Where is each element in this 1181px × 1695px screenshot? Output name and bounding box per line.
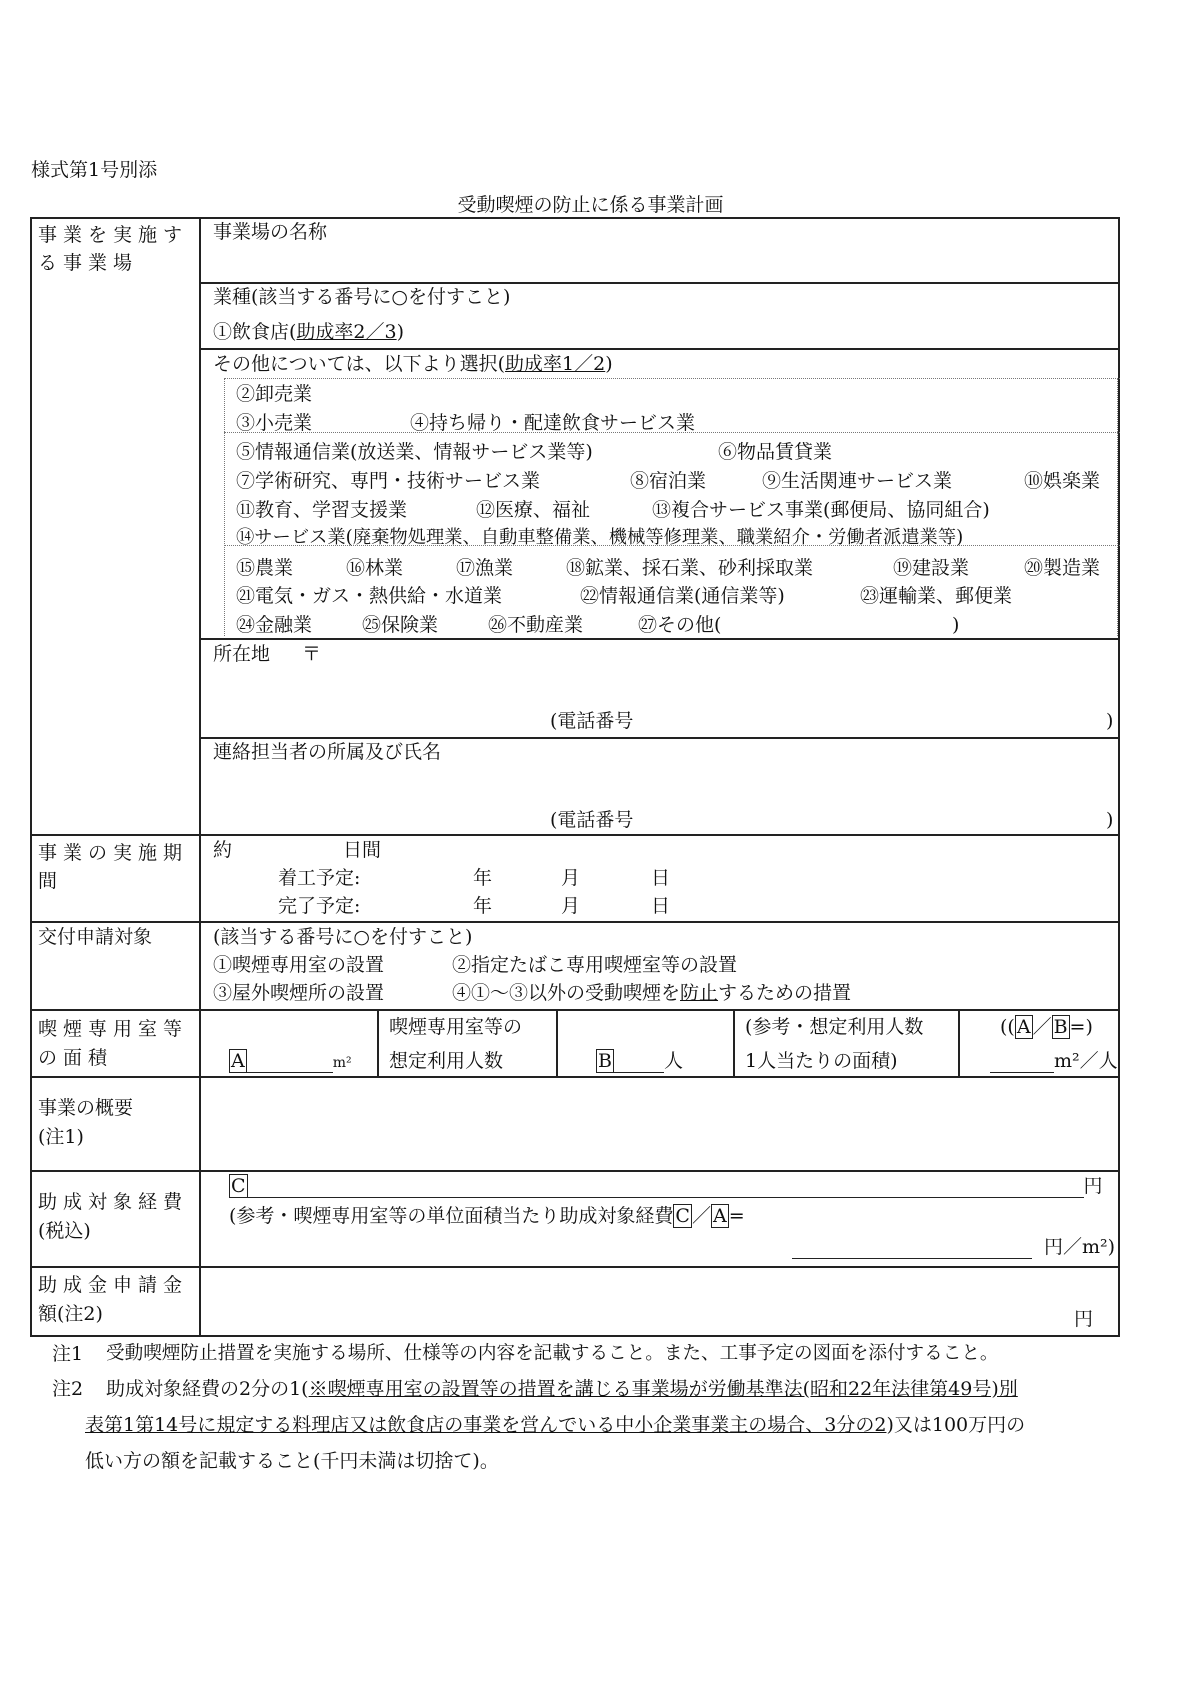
overview-label-2: (注1)	[38, 1126, 84, 1148]
note-1-label: 注1	[52, 1343, 84, 1365]
eligible-cost-label-2: (税込)	[38, 1220, 91, 1242]
end-year: 年	[473, 895, 493, 917]
note-2-label: 注2	[52, 1378, 84, 1400]
expected-users-label-1: 喫煙専用室等の	[389, 1016, 523, 1038]
note-2-line-1: 助成対象経費の2分の1(※喫煙専用室の設置等の措置を講じる事業場が労働基準法(昭和22年法律第49号)別	[106, 1378, 1018, 1400]
industry-item: ⑬複合サービス事業(郵便局、協同組合)	[652, 499, 990, 521]
area-per-person-formula: (( A ／ B =)	[1000, 1016, 1093, 1038]
location-phone-close: )	[1106, 710, 1114, 732]
industry-item: ⑦学術研究、専門・技術サービス業	[236, 470, 541, 492]
overview-label-1: 事業の概要	[38, 1097, 134, 1119]
reference-label-1: (参考・想定利用人数	[745, 1016, 924, 1038]
end-month: 月	[561, 895, 581, 917]
industry-item: ㉕保険業	[362, 614, 439, 636]
industry-item: ㉔金融業	[236, 614, 313, 636]
target-option-4: ④①～③以外の受動喫煙を防止するための措置	[452, 982, 852, 1004]
location-phone-label: (電話番号	[550, 710, 634, 732]
postal-mark: 〒	[302, 643, 322, 665]
industry-item: ⑯林業	[346, 557, 404, 579]
industry-item: ⑱鉱業、採石業、砂利採取業	[566, 557, 814, 579]
industry-item: ⑨生活関連サービス業	[762, 470, 953, 492]
expected-users-label-2: 想定利用人数	[389, 1050, 504, 1072]
period-section-label: 事業の実施期間	[38, 842, 189, 892]
industry-item: ㉑電気・ガス・熱供給・水道業	[236, 585, 503, 607]
restaurant-option: ①飲食店(助成率2／3)	[213, 321, 405, 343]
application-instruction: (該当する番号に○を付すこと)	[213, 926, 473, 948]
industry-item: ⑮農業	[236, 557, 294, 579]
target-option-1: ①喫煙専用室の設置	[213, 954, 385, 976]
note-1-text: 受動喫煙防止措置を実施する場所、仕様等の内容を記載すること。また、工事予定の図面を添付すること。	[106, 1343, 999, 1364]
start-date-label: 着工予定:	[278, 867, 361, 889]
target-option-2: ②指定たばこ専用喫煙室等の設置	[452, 954, 738, 976]
workplace-section-label: 事業を実施する事業場	[38, 224, 189, 274]
area-per-person-field: m²／人	[990, 1050, 1118, 1073]
document-title: 受動喫煙の防止に係る事業計画	[457, 194, 724, 216]
industry-item: ⑫医療、福祉	[476, 499, 591, 521]
industry-item: ㉗その他(	[638, 614, 722, 636]
other-industries-label: その他については、以下より選択(助成率1／2)	[213, 353, 613, 375]
application-target-label: 交付申請対象	[38, 926, 153, 948]
unit-cost-field: 円／m²)	[792, 1236, 1115, 1259]
industry-item: ⑰漁業	[456, 557, 514, 579]
cost-c-field: C 円	[231, 1175, 1103, 1197]
industry-item: ⑳製造業	[1024, 557, 1101, 579]
grant-amount-label-2: 額(注2)	[38, 1303, 103, 1325]
industry-item: ⑪教育、学習支援業	[236, 499, 408, 521]
industry-item: ③小売業	[236, 412, 313, 434]
industry-item: ⑭サービス業(廃棄物処理業、自動車整備業、機械等修理業、職業紹介・労働者派遣業等)	[236, 527, 964, 548]
industry-item: ⑧宿泊業	[630, 470, 707, 492]
industry-item: ㉒情報通信業(通信業等)	[580, 585, 785, 607]
industry-item: ②卸売業	[236, 383, 313, 405]
end-day: 日	[651, 895, 671, 917]
users-b-field: B 人	[598, 1050, 683, 1072]
contact-phone-close: )	[1106, 809, 1114, 831]
period-days: 日間	[343, 839, 382, 861]
grant-amount-label-1: 助成金申請金	[38, 1274, 189, 1296]
note-2-line-3: 低い方の額を記載すること(千円未満は切捨て)。	[85, 1450, 499, 1472]
form-id: 様式第1号別添	[31, 159, 158, 181]
industry-item: ⑲建設業	[893, 557, 970, 579]
start-year: 年	[473, 867, 493, 889]
industry-item: ㉖不動産業	[488, 614, 584, 636]
note-2-line-2: 表第1第14号に規定する料理店又は飲食店の事業を営んでいる中小企業事業主の場合、3分の2)又は100万円の	[85, 1414, 1026, 1436]
eligible-cost-label-1: 助成対象経費	[38, 1191, 189, 1213]
industry-item: ⑩娯楽業	[1024, 470, 1101, 492]
industry-item: ⑤情報通信業(放送業、情報サービス業等)	[236, 441, 593, 463]
target-option-3: ③屋外喫煙所の設置	[213, 982, 385, 1004]
unit-cost-reference: (参考・喫煙専用室等の単位面積当たり助成対象経費 C ／ A =	[229, 1205, 745, 1227]
area-a-field: A m²	[231, 1050, 352, 1072]
industry-item: ㉓運輸業、郵便業	[860, 585, 1013, 607]
contact-phone-label: (電話番号	[550, 809, 634, 831]
reference-label-2: 1人当たりの面積)	[745, 1050, 898, 1072]
industry-item: ⑥物品賃貸業	[718, 441, 833, 463]
end-date-label: 完了予定:	[278, 895, 361, 917]
start-day: 日	[651, 867, 671, 889]
industry-item: )	[952, 614, 960, 636]
grant-amount-yen: 円	[1074, 1308, 1094, 1330]
start-month: 月	[561, 867, 581, 889]
industry-item: ④持ち帰り・配達飲食サービス業	[410, 412, 696, 434]
area-section-label: 喫煙専用室等の面積	[38, 1018, 189, 1069]
industry-label: 業種(該当する番号に○を付すこと)	[213, 286, 511, 308]
location-label: 所在地	[213, 643, 271, 665]
contact-person-label: 連絡担当者の所属及び氏名	[213, 741, 442, 763]
period-approx: 約	[213, 839, 233, 861]
workplace-name-label: 事業場の名称	[213, 221, 328, 243]
